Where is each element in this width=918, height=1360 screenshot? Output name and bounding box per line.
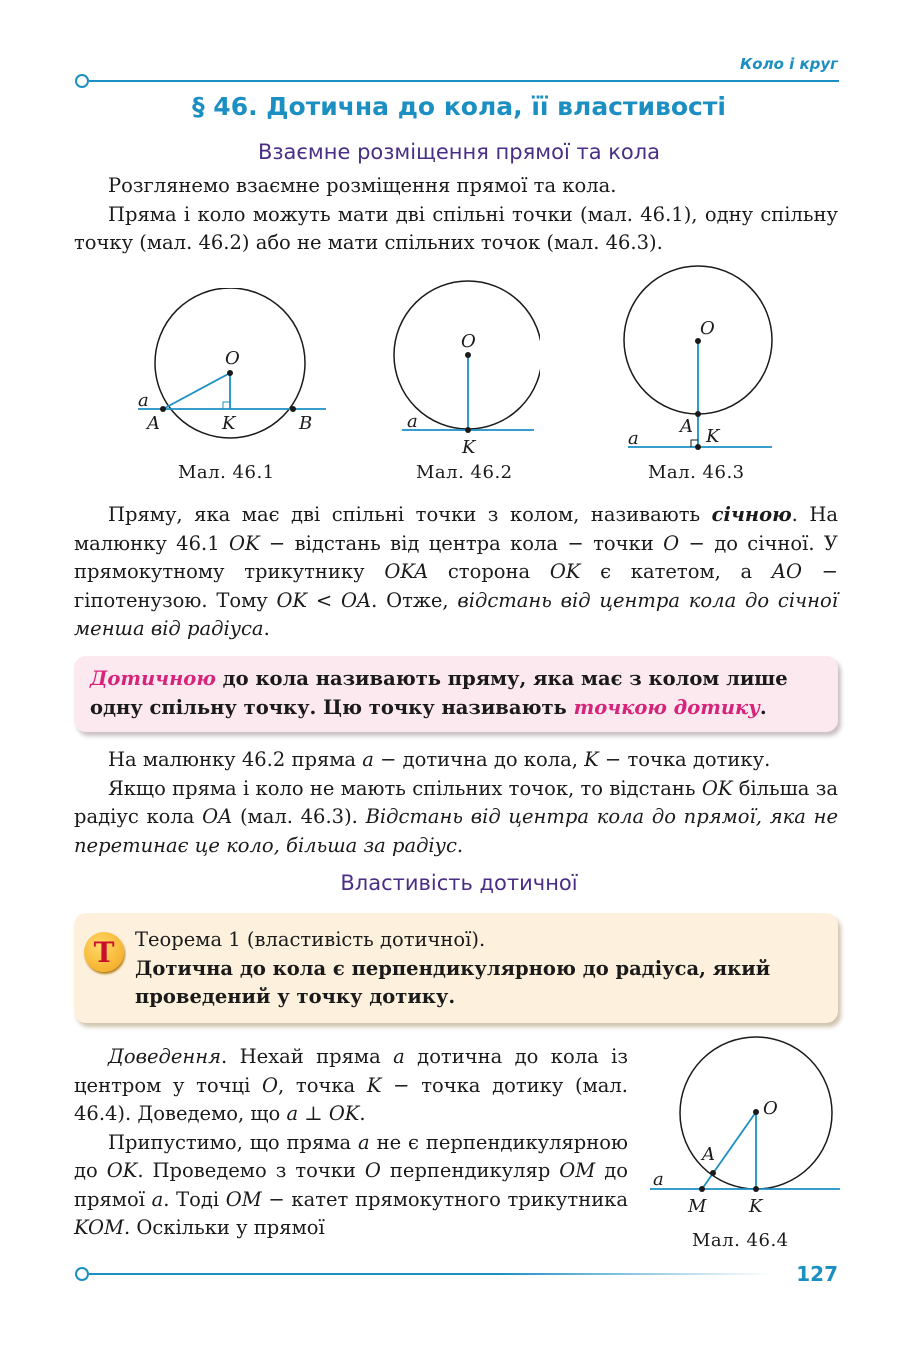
fig4-label-A: A <box>702 1144 715 1165</box>
proof-text: Доведення. Нехай пряма a дотична до кола із центром у точці O, точка K − точка дотику (мал. 46.4). Доведемо, що a ⊥ OK. Припустимо, що пряма a не є перпендикулярною до OK. Проведемо з точки O перпендикуляр OM до прямої a. Тоді OM − катет прямокутного трикутника KOM. Оскільки у прямої <box>74 1045 629 1239</box>
subtitle-mutual-position: Взаємне розміщення прямої та кола <box>257 140 661 164</box>
header-line-dot <box>75 74 89 88</box>
secant-paragraph: Пряму, яка має дві спільні точки з колом, називають січною. На малюнку 46.1 OK − відстань від центра кола − точки O − до січної. У прямокутному трикутнику OKA сторона OK є катетом, а AO − гіпотенузою. Тому OK < OA. Отже, відстань від центра кола до січної менша від радіуса. <box>74 503 839 640</box>
caption-46-3: Мал. 46.3 <box>648 462 745 483</box>
definition-text: Дотичною до кола називають пряму, яка має з колом лише одну спільну точку. Цю точку називають точкою дотику. <box>90 667 788 719</box>
fig1-label-A: A <box>147 413 160 434</box>
fig2-label-a: a <box>407 411 418 432</box>
fig2-label-O: O <box>461 331 476 352</box>
fig4-label-a: a <box>653 1169 664 1190</box>
theorem-icon: Т <box>84 932 124 972</box>
figure-46-3 <box>620 265 780 460</box>
figure-46-4 <box>645 1035 845 1220</box>
subtitle-tangent-property: Властивість дотичної <box>340 871 578 895</box>
header-line <box>89 80 839 82</box>
fig1-label-K: K <box>222 413 236 434</box>
caption-46-2: Мал. 46.2 <box>416 462 513 483</box>
term-tangent: Дотичною <box>90 667 216 690</box>
section-title: § 46. Дотична до кола, її властивості <box>192 92 726 121</box>
fig4-label-M: M <box>688 1196 707 1217</box>
theorem-heading: Теорема 1 (властивість дотичної). <box>135 928 486 951</box>
intro-paragraph-2: Пряма і коло можуть мати дві спільні точки (мал. 46.1), одну спільну точку (мал. 46.2) або не мати спільних точок (мал. 46.3). <box>74 202 838 254</box>
theorem-text <box>135 926 825 1012</box>
fig1-label-O: O <box>225 348 240 369</box>
term-secant: січною <box>711 503 792 526</box>
figure-46-1 <box>130 288 340 448</box>
tangent-paragraph: На малюнку 46.2 пряма a − дотична до кола, K − точка дотику. Якщо пряма і коло не мають спільних точок, то відстань OK більша за радіус кола OA (мал. 46.3). Відстань від центра кола до прямої, яка не перетинає це коло, більша за радіус. <box>74 748 838 857</box>
fig2-label-K: K <box>462 437 476 458</box>
fig4-label-K: K <box>749 1196 763 1217</box>
term-point-of-tangency: точкою дотику <box>573 696 760 719</box>
fig3-label-a: a <box>628 428 639 449</box>
caption-46-1: Мал. 46.1 <box>178 462 275 483</box>
caption-46-4: Мал. 46.4 <box>692 1230 789 1251</box>
figure-46-2 <box>390 278 540 458</box>
intro-paragraph-1: Розглянемо взаємне розміщення прямої та кола. <box>108 174 617 197</box>
fig1-label-B: B <box>299 413 313 434</box>
intro-text <box>74 172 838 258</box>
footer-line-dot <box>75 1267 89 1281</box>
fig3-label-K: K <box>706 426 720 447</box>
proof-label: Доведення <box>108 1045 221 1068</box>
theorem-statement: Дотична до кола є перпендикулярною до радіуса, який проведений у точку дотику. <box>135 956 771 1008</box>
running-header: Коло і круг <box>740 55 838 73</box>
footer-line <box>89 1273 769 1275</box>
fig1-label-a: a <box>138 390 149 411</box>
fig3-label-O: O <box>700 318 715 339</box>
page-number: 127 <box>796 1262 838 1286</box>
fig3-label-A: A <box>680 416 693 437</box>
fig4-label-O: O <box>763 1098 778 1119</box>
